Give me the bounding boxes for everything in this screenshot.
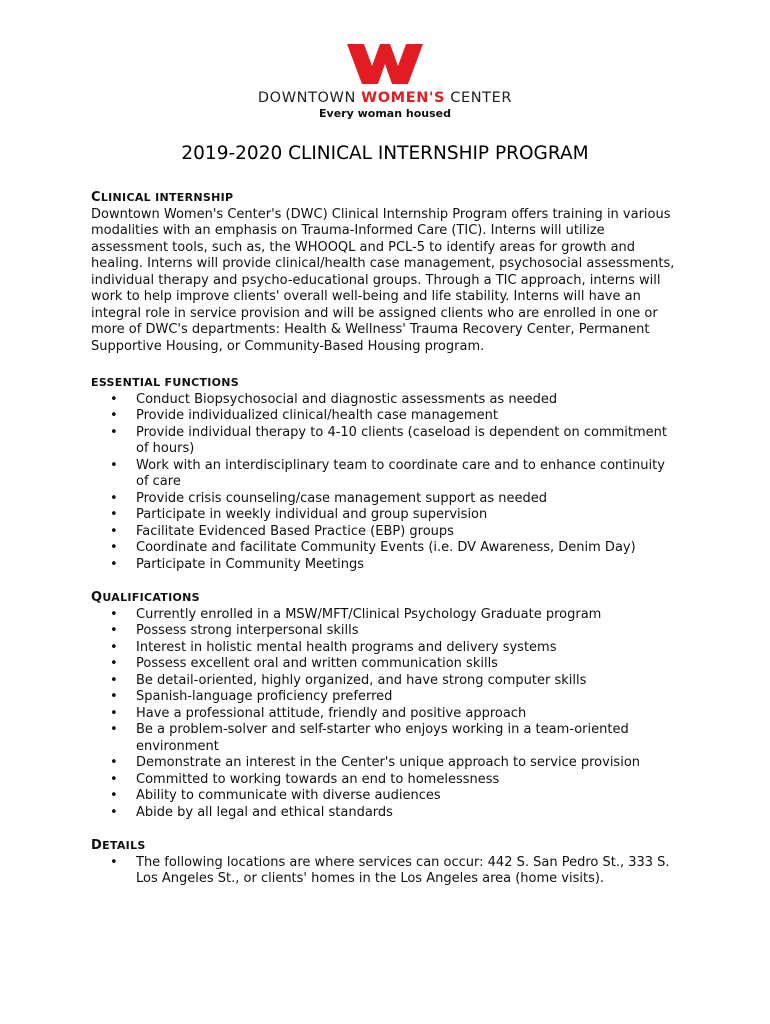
bullet-icon: •: [110, 490, 118, 506]
bullet-icon: •: [110, 722, 118, 737]
bullet-icon: •: [110, 771, 118, 787]
bullet-icon: •: [110, 755, 118, 770]
essential-functions-list: [91, 392, 681, 574]
bullet-icon: •: [110, 804, 118, 820]
list-item-text: Be a problem-solver and self-starter who enjoys working in a team-oriented environment: [136, 722, 629, 754]
list-item: [91, 458, 681, 491]
list-item: [91, 425, 681, 458]
list-item: [91, 689, 681, 706]
details-heading: [91, 838, 681, 855]
bullet-icon: •: [110, 408, 118, 423]
list-item-text: Provide individual therapy to 4-10 clients (caseload is dependent on commitment of hours): [136, 424, 667, 456]
list-item-text: Provide individualized clinical/health case management: [136, 408, 498, 423]
document-body: [91, 190, 681, 888]
heading-capital: Q: [91, 590, 103, 605]
bullet-icon: •: [110, 523, 118, 539]
tagline: Every woman housed: [319, 107, 451, 120]
list-item: [91, 640, 681, 657]
org-name-accent: WOMEN'S: [361, 90, 446, 106]
bullet-icon: •: [110, 391, 118, 407]
bullet-icon: •: [110, 854, 118, 870]
list-item-text: Facilitate Evidenced Based Practice (EBP) groups: [136, 523, 454, 539]
w-logo-mark-icon: [347, 44, 423, 84]
qualifications-heading: [91, 590, 681, 607]
list-item: [91, 722, 681, 755]
list-item-text: Participate in weekly individual and group supervision: [136, 507, 488, 522]
list-item: [91, 673, 681, 690]
clinical-internship-description: Downtown Women's Center's (DWC) Clinical Internship Program offers training in various modalities with an emphasis on Trauma-Informed Care (TIC). Interns will utilize assessment tools, such as, the WHOOQL and PCL-5 to identify areas for growth and healing. Interns will provide clinical/health case management, psychosocial assessments, individual therapy and psycho-educational groups. Through a TIC approach, interns will work to help improve clients' overall well-being and life stability. Interns will have an integral role in service provision and will be assigned clients who are enrolled in one or more of DWC's departments: Health & Wellness' Trauma Recovery Center, Permanent Supportive Housing, or Community-Based Housing program.: [91, 206, 675, 354]
list-item-text: Work with an interdisciplinary team to coordinate care and to enhance continuity of care: [136, 457, 665, 489]
organization-logo: [0, 44, 770, 120]
clinical-internship-heading: [91, 190, 681, 207]
list-item: [91, 607, 681, 624]
bullet-icon: •: [110, 623, 118, 638]
list-item: [91, 623, 681, 640]
list-item-text: Conduct Biopsychosocial and diagnostic assessments as needed: [136, 391, 558, 407]
heading-rest: UALIFICATIONS: [102, 591, 200, 604]
list-item: [91, 408, 681, 425]
bullet-icon: •: [110, 639, 118, 655]
essential-functions-heading: ESSENTIAL FUNCTIONS: [91, 376, 240, 389]
list-item-text: Abide by all legal and ethical standards: [136, 804, 393, 820]
bullet-icon: •: [110, 689, 118, 704]
bullet-icon: •: [110, 656, 118, 671]
heading-capital: C: [91, 190, 101, 205]
list-item-text: Possess excellent oral and written communication skills: [136, 656, 498, 671]
bullet-icon: •: [110, 556, 118, 572]
list-item-text: Spanish-language proficiency preferred: [136, 689, 393, 704]
list-item-text: Currently enrolled in a MSW/MFT/Clinical Psychology Graduate program: [136, 606, 602, 622]
list-item-text: The following locations are where services can occur: 442 S. San Pedro St., 333 S. Los Angeles St., or clients' homes in the Los Angeles area (home visits).: [136, 854, 670, 886]
bullet-icon: •: [110, 788, 118, 803]
list-item: [91, 805, 681, 822]
list-item: [91, 656, 681, 673]
details-list: [91, 855, 681, 888]
bullet-icon: •: [110, 424, 118, 440]
bullet-icon: •: [110, 672, 118, 688]
list-item: [91, 557, 681, 574]
list-item: [91, 855, 681, 888]
list-item-text: Committed to working towards an end to homelessness: [136, 771, 500, 787]
org-name-suffix: CENTER: [445, 90, 513, 106]
list-item: [91, 540, 681, 557]
list-item: [91, 788, 681, 805]
list-item: [91, 491, 681, 508]
list-item: [91, 524, 681, 541]
bullet-icon: •: [110, 705, 118, 721]
list-item-text: Coordinate and facilitate Community Events (i.e. DV Awareness, Denim Day): [136, 540, 636, 555]
organization-name: [0, 90, 770, 106]
list-item-text: Have a professional attitude, friendly and positive approach: [136, 705, 527, 721]
bullet-icon: •: [110, 540, 118, 555]
page-title: 2019-2020 CLINICAL INTERNSHIP PROGRAM: [181, 143, 589, 164]
list-item: [91, 772, 681, 789]
list-item-text: Participate in Community Meetings: [136, 556, 365, 572]
bullet-icon: •: [110, 606, 118, 622]
list-item-text: Ability to communicate with diverse audiences: [136, 788, 441, 803]
list-item-text: Possess strong interpersonal skills: [136, 623, 359, 638]
list-item: [91, 755, 681, 772]
list-item: [91, 706, 681, 723]
heading-capital: D: [91, 838, 103, 853]
heading-rest: LINICAL INTERNSHIP: [100, 191, 234, 204]
list-item-text: Be detail-oriented, highly organized, and have strong computer skills: [136, 672, 587, 688]
list-item: [91, 507, 681, 524]
org-name-prefix: DOWNTOWN: [257, 90, 362, 106]
list-item-text: Provide crisis counseling/case management support as needed: [136, 490, 548, 506]
heading-rest: ETAILS: [102, 839, 146, 852]
bullet-icon: •: [110, 457, 118, 473]
qualifications-list: [91, 607, 681, 822]
bullet-icon: •: [110, 507, 118, 522]
list-item-text: Interest in holistic mental health programs and delivery systems: [136, 639, 557, 655]
list-item: [91, 392, 681, 409]
list-item-text: Demonstrate an interest in the Center's unique approach to service provision: [136, 755, 641, 770]
